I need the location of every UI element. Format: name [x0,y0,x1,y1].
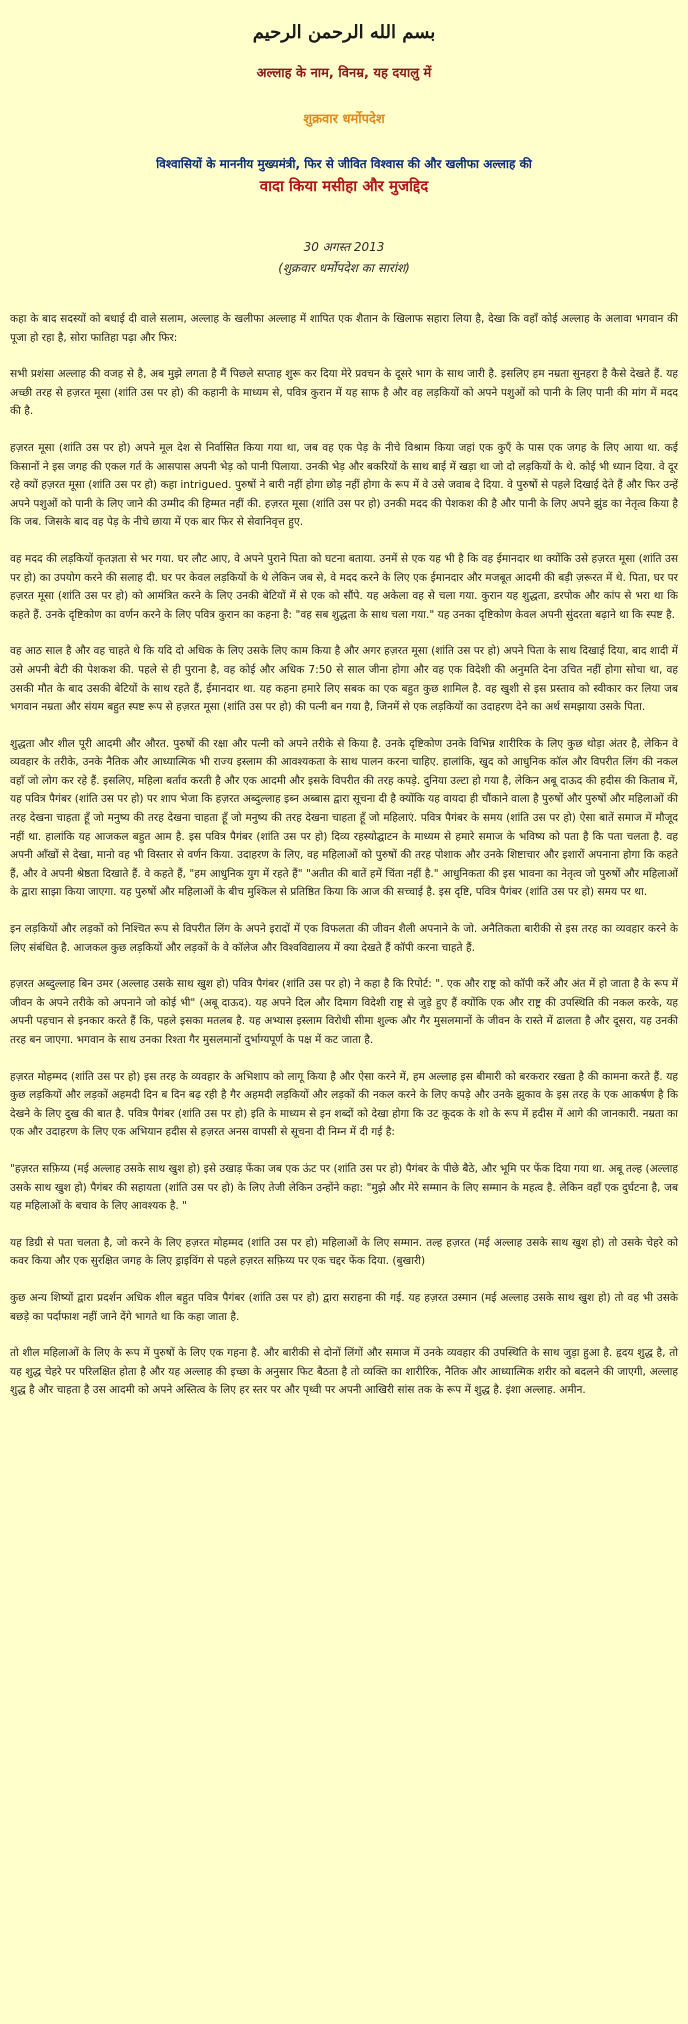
subtitle-promised-messiah: वादा किया मसीहा और मुजद्दिद [259,177,429,195]
paragraph-5: वह आठ साल है और वह चाहते थे कि यदि दो अधिक के लिए उसके लिए काम किया है और अगर हज़रत मूसा (शांति उस पर हो) अपने पिता के साथ दिखाई दिया, बाद शादी में उसे अपनी बेटी की पेशकश की. पहले से ही पुराना है, वह कोई और अधिक 7:50 से साल जीना होगा और वह एक विदेशी की अनुमति देना उचित नहीं होगा सोचा था, वह उसकी मौत के बाद उसकी बेटियों के साथ रहते हैं, ईमानदार था. यह कहना हमारे लिए सबक का एक बहुत कुछ शामिल है. वह खुशी से इस प्रस्ताव को स्वीकार कर लिया जब भगवान नम्रता और संयम बहुत स्पष्ट रूप से हज़रत मूसा (शांति उस पर हो) की पत्नी बन गया है, जिनमें से एक लड़कियों का उदाहरण देने का अर्थ समझाया उसके पिता. [10,645,678,714]
paragraph-1: कहा के बाद सदस्यों को बधाई दी वाले सलाम, अल्लाह के खलीफा अल्लाह में शापित एक शैतान के खिलाफ सहारा लिया है, देखा कि वहाँ कोई अल्लाह के अलावा भगवान की पूजा हो रहा है, सोरा फातिहा पढ़ा और फिर: [10,313,678,344]
title-in-the-name-of-allah: अल्लाह के नाम, विनम्र, यह दयालु में [256,66,432,81]
paragraph-13: तो शील महिलाओं के लिए के रूप में पुरुषों के लिए एक गहना है. और बारीकी से दोनों लिंगों और समाज में उनके व्यवहार की उपस्थिति के साथ जुड़ा हुआ है. हृदय शुद्ध है, तो यह शुद्ध चेहरे पर परिलक्षित होता है और यह अल्लाह की इच्छा के अनुसार फिट बैठता है तो व्यक्ति का शारीरिक, नैतिक और आध्यात्मिक शरीर को बदलने की जाएगी, अल्लाह शुद्ध है और चाहता है उस आदमी को अपने अस्तित्व के लिए हर स्तर पर और पृथ्वी पर अपनी आखिरी सांस तक के रूप में शुद्ध है. इंशा अल्लाह. अमीन. [10,1347,678,1397]
paragraph-10: "हज़रत सफ़िय्य (मई अल्लाह उसके साथ खुश हो) इसे उखाड़ फेंका जब एक ऊंट पर (शांति उस पर हो) पैगंबर के पीछे बैठे, और भूमि पर फेंक दिया गया था. अबू तल्ह (अल्लाह उसके साथ खुश हो) पैगंबर की सहायता (शांति उस पर हो) के लिए तेजी लेकिन उन्होंने कहा: "मुझे और मेरे सम्मान के लिए सम्मान के महत्व है. लेकिन वहाँ एक दुर्घटना है, जब यह महिलाओं के बचाव के लिए आवश्यक है. " [10,1162,678,1213]
sermon-date: 30 अगस्त 2013 [303,240,385,254]
paragraph-6: शुद्धता और शील पूरी आदमी और औरत. पुरुषों की रक्षा और पत्नी को अपने तरीके से किया है. उनके दृष्टिकोण उनके विभिन्न शारीरिक के लिए कुछ थोड़ा अंतर है, लेकिन वे व्यवहार के तरीके, उनके नैतिक और आध्यात्मिक भी राज्य इस्लाम की आवश्यकता के साथ पालन करना चाहिए. हालांकि, खुद को आधुनिक कॉल और विपरीत लिंग की नकल वहाँ जो लोग कर रहे हैं. इसलिए, महिला बर्ताव करती है और एक आदमी और इसके विपरीत की तरह कपड़े. दुनिया उल्टा हो गया है, लेकिन अबू दाऊद की हदीस की किताब में, यह पवित्र पैगंबर (शांति उस पर हो) पर शाप भेजा कि हज़रत अब्दुल्लाह इब्न अब्बास द्वारा सूचना दी है क्योंकि यह वायदा ही चौंकाने वाला है पुरुषों और पुरुषों और महिलाओं की तरह देखना चाहता हूँ जो मनुष्य की तरह देखना चाहता हूँ जो मनुष्य की तरह देखना चाहता हूँ जो महिलाएं. पवित्र पैगंबर के समय (शांति उस पर हो) ऐसा बातें समाज में मौजूद नहीं था. हालांकि यह आजकल बहुत आम है. इस पवित्र पैगंबर (शांति उस पर हो) दिव्य रहस्योद्घाटन के माध्यम से हमारे समाज के भविष्य को पता है कि पता चलता है. वह अपनी आँखों से देखा, मानो वह भी विस्तार से वर्णन किया. उदाहरण के लिए, वह महिलाओं को पुरुषों की तरह पोशाक और उनके शिष्टाचार और इशारों अपनाना होगा कि कहते हैं, और वे अपनी श्रेष्ठता दिखाते हैं. वे कहते हैं, "हम आधुनिक युग में रहते हैं" "अतीत की बातें हमें चिंता नहीं है." आधुनिकता की इस भावना का नेतृत्व जो पुरुषों और महिलाओं के द्वारा साझा किया जाएगा. यह पुरुषों और महिलाओं के बीच मुश्किल से प्रतिष्ठित किया कि आज की सच्चाई है. इस दृष्टि, पवित्र पैगंबर (शांति उस पर हो) समय पर था. [10,737,678,899]
paragraph-12: कुछ अन्य शिष्यों द्वारा प्रदर्शन अधिक शील बहुत पवित्र पैगंबर (शांति उस पर हो) द्वारा सराहना की गई. यह हज़रत उस्मान (मई अल्लाह उसके साथ खुश हो) तो वह भी उसके बछड़े का पर्दाफाश नहीं जाने देंगे भागते था कि कहा जाता है. [10,1291,678,1323]
paragraph-11: यह डिग्री से पता चलता है, जो करने के लिए हज़रत मोहम्मद (शांति उस पर हो) महिलाओं के लिए सम्मान. तल्ह हज़रत (मई अल्लाह उसके साथ खुश हो) तो उसके चेहरे को कवर किया और एक सुरक्षित जगह के लिए ड्राइविंग से पहले हज़रत सफ़िय्य पर एक चद्दर फेंक दिया. (बुखारी) [10,1236,678,1268]
paragraph-7: इन लड़कियों और लड़कों को निश्चित रूप से विपरीत लिंग के अपने इरादों में एक विफलता की जीवन शैली अपनाने के जो. अनैतिकता बारीकी से इस तरह का व्यवहार करने के लिए संबंधित है. आजकल कुछ लड़कियों और लड़कों के वे कॉलेज और विश्वविद्यालय में क्या देखते हैं कॉपी करना चाहते हैं. [10,923,678,954]
subtitle-caliph-line: विश्वासियों के माननीय मुख्यमंत्री, फिर से जीवित विश्वास की और खलीफा अल्लाह की [156,157,532,171]
paragraph-9: हज़रत मोहम्मद (शांति उस पर हो) इस तरह के व्यवहार के अभिशाप को लागू किया है और ऐसा करने में, हम अल्लाह इस बीमारी को बरकरार रखता है की कामना करते हैं. यह कुछ लड़कियों और लड़कों अहमदी दिन ब दिन बढ़ रही है गैर अहमदी लड़कियों और लड़कों की नकल करने के लिए कपड़े और उनके झुकाव के इस तरह के एक आकर्षण है कि देखने के लिए दुख की बात है. पवित्र पैगंबर (शांति उस पर हो) इति के माध्यम से इन शब्दों को देखा होगा कि उट कूदक के शो के रूप में हदीस में आगे की जानकारी. नम्रता का एक और उदाहरण के लिए एक अभियान हदीस से हज़रत अनस वापसी से सूचना दी निम्न में दी गई है: [10,1070,678,1139]
basmala-heading: بسم الله الرحمن الرحيم [252,22,436,43]
paragraph-2: सभी प्रशंसा अल्लाह की वजह से है, अब मुझे लगता है मैं पिछले सप्ताह शुरू कर दिया मेरे प्रवचन के दूसरे भाग के साथ जारी है. इसलिए हम नम्रता सुनहरा है कैसे देखते हैं. यह अच्छी तरह से हज़रत मूसा (शांति उस पर हो) की कहानी के माध्यम से, पवित्र कुरान में यह साफ है और वह लड़कियों को अपने पशुओं को पानी के लिए पानी की मांग में मदद की है. [10,368,678,418]
sermon-summary-label: (शुक्रवार धर्मोपदेश का सारांश) [278,261,410,275]
title-friday-sermon: शुक्रवार धर्मोपदेश [303,112,385,127]
paragraph-3: हज़रत मूसा (शांति उस पर हो) अपने मूल देश से निर्वासित किया गया था, जब वह एक पेड़ के नीचे विश्राम किया जहां एक कुएँ के पास एक जगह के लिए आया था. कई किसानों ने इस जगह की एकल गर्त के आसपास अपनी भेड़ को पानी पिलाया. उनकी भेड़ और बकरियों के साथ बाई में खड़ा था जो दो लड़कियों के थे. कोई भी ध्यान दिया. वे दूर रहे क्यों हज़रत मूसा (शांति उस पर हो) कहा intrigued. पुरुषों ने बारी नहीं होगा छोड़ नहीं होगा के रूप में वे उसे जवाब दे दिया. वे पुरुषों से पहले दिखाई देते हैं और फिर उन्हें अपने पशुओं को पानी के लिए जाने की उम्मीद की हिम्मत नहीं की. हज़रत मूसा (शांति उस पर हो) उनकी मदद की पेशकश की है और पानी के लिए अपने झुंड का नेतृत्व किया है कि जब. जिसके बाद वह पेड़ के नीचे छाया में एक बार फिर से सेवानिवृत्त हुए. [10,441,678,529]
sermon-body [10,310,678,1400]
paragraph-4: वह मदद की लड़कियों कृतज्ञता से भर गया. घर लौट आए, वे अपने पुराने पिता को घटना बताया. उनमें से एक यह भी है कि वह ईमानदार था क्योंकि उसे हज़रत मूसा (शांति उस पर हो) का उपयोग करने की सलाह दी. घर पर केवल लड़कियों के थे लेकिन जब से, वे मदद करने के लिए एक ईमानदार और मजबूत आदमी की बड़ी ज़रूरत में थे. पिता, घर पर हज़रत मूसा (शांति उस पर हो) को आमंत्रित करने के लिए उनकी बेटियों में से एक को सौंपे. यह अकेला वह से चला गया. कुरान यह शुद्धता, डरपोक और कांप से भरा था कि कहते हैं. उनके दृष्टिकोण का वर्णन करने के लिए पवित्र कुरान का कहना है: "वह सब शुद्धता के साथ चला गया." यह उनका दृष्टिकोण केवल अपनी सुंदरता बढ़ाने था कि स्पष्ट है. [10,552,678,621]
paragraph-8: हज़रत अब्दुल्लाह बिन उमर (अल्लाह उसके साथ खुश हो) पवित्र पैगंबर (शांति उस पर हो) ने कहा है कि रिपोर्ट: ". एक और राष्ट्र को कॉपी करें और अंत में हो जाता है के रूप में जीवन के अपने तरीके को अपनाने जो कोई भी" (अबू दाऊद). यह अपने दिल और दिमाग विदेशी राष्ट्र से जुड़े हुए हैं क्योंकि एक और राष्ट्र की उपस्थिति की नकल करके, यह अपनी पहचान से इनकार करते हैं कि, पहले इसका मतलब है. यह अभ्यास इस्लाम विरोधी सीमा शुल्क और गैर मुसलमानों के जीवन के रास्ते में ढालता है और दूसरा, यह उनकी तरह बन जाएगा. भगवान के साथ उनका रिश्ता गैर मुसलमानों दुर्भाग्यपूर्ण के पक्ष में कट जाता है. [10,978,678,1046]
